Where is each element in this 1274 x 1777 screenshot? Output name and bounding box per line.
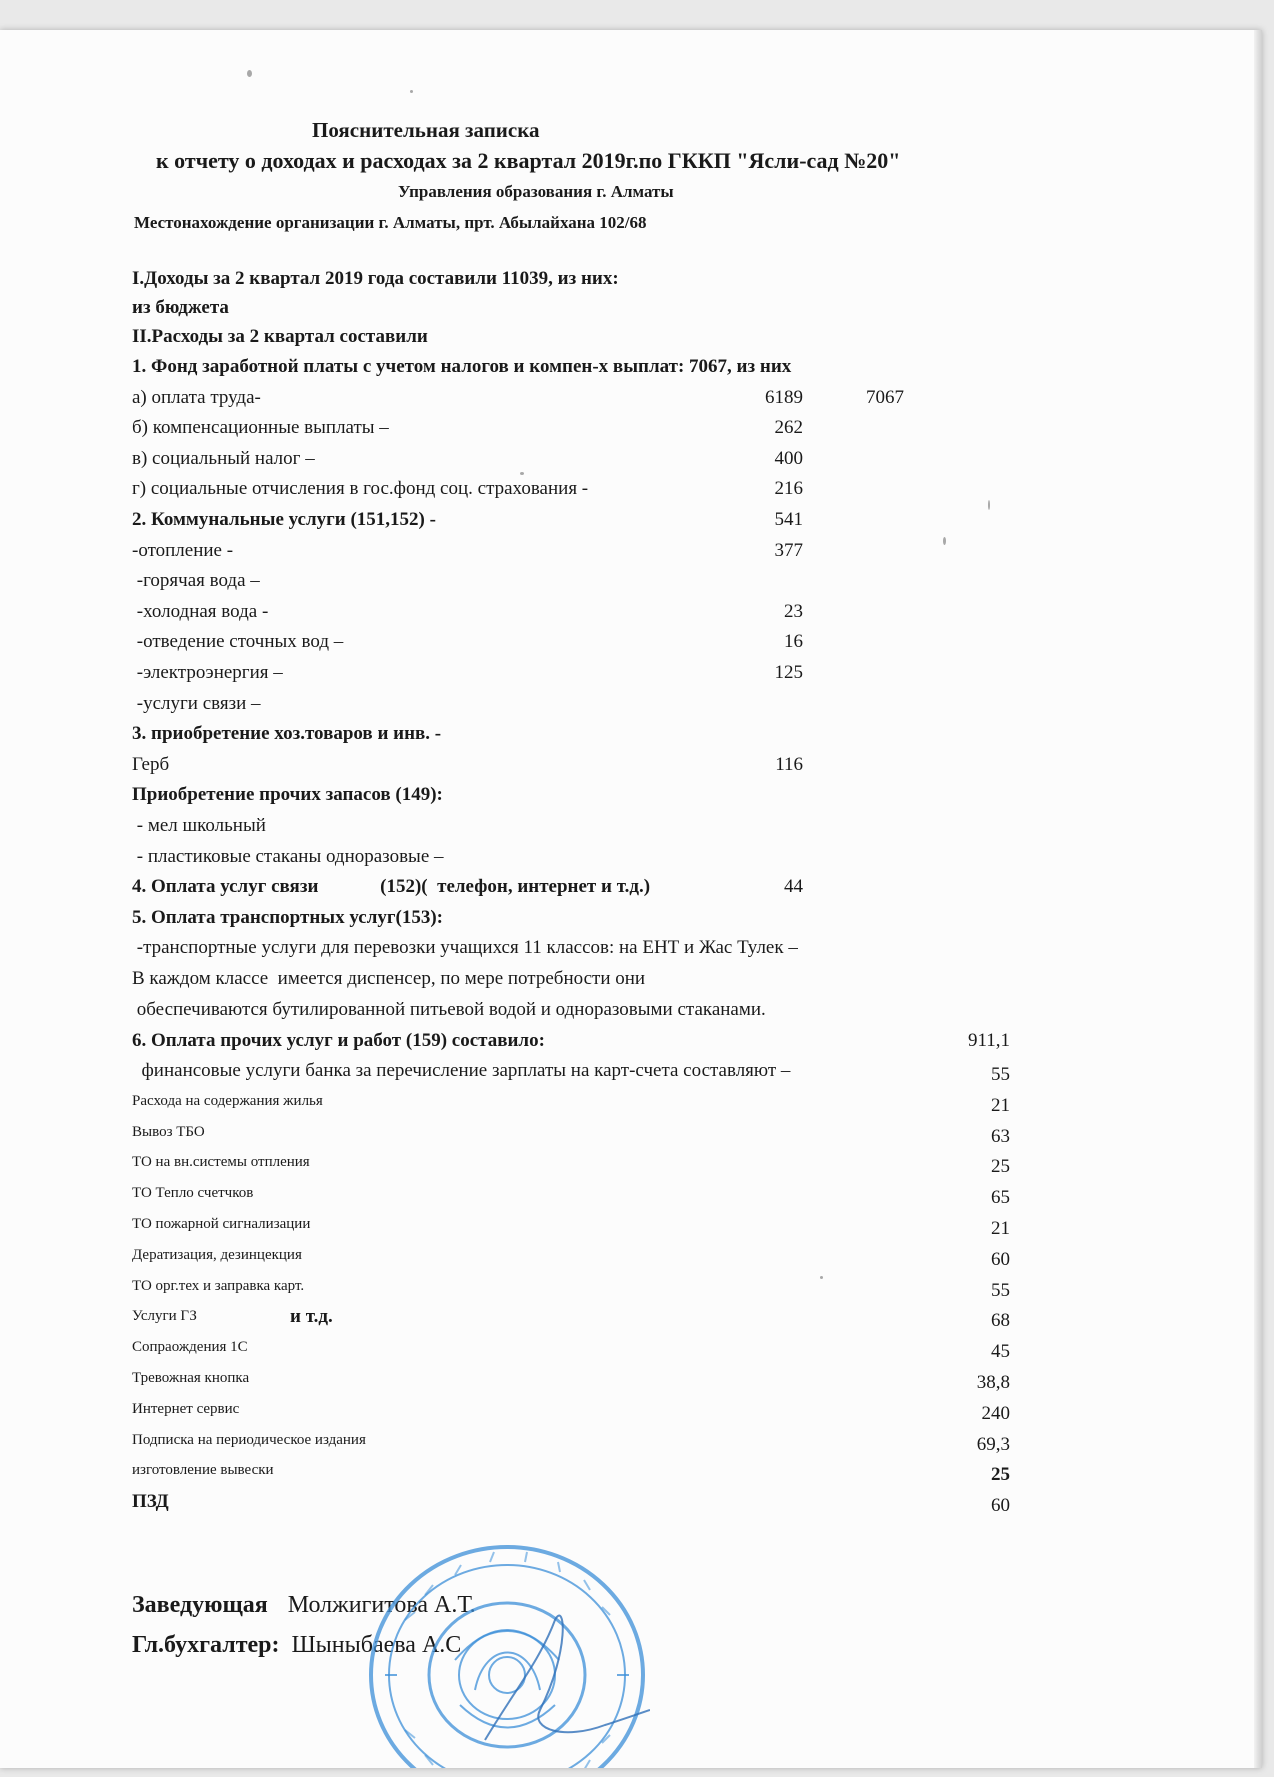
other-service-label: ТО орг.тех и заправка карт.: [132, 1277, 305, 1294]
other-service-label: Интернет сервис: [132, 1400, 240, 1417]
document-subtitle: к отчету о доходах и расходах за 2 квартал 2019г.по ГККП "Ясли-сад №20": [156, 148, 901, 173]
scan-speck: [247, 70, 252, 77]
other-service-label: ТО пожарной сигнализации: [132, 1216, 311, 1232]
income-line: I.Доходы за 2 квартал 2019 года составили 11039, из них:: [132, 268, 619, 289]
expense-row-value: 125: [774, 662, 803, 683]
other-service-value: 25: [991, 1156, 1010, 1178]
expense-row-label: 1. Фонд заработной платы с учетом налогов и компен-х выплат: 7067, из них: [132, 356, 792, 377]
accountant-title: Гл.бухгалтер:: [132, 1632, 280, 1658]
location-line: Местонахождение организации г. Алматы, прт. Абылайхана 102/68: [134, 213, 647, 232]
other-service-label: Дератизация, дезинцекция: [132, 1246, 302, 1263]
scan-speck: [943, 537, 946, 545]
other-service-label: Вывоз ТБО: [132, 1123, 205, 1140]
other-service-label: Тревожная кнопка: [132, 1370, 250, 1386]
expense-row-label: г) социальные отчисления в гос.фонд соц. страхования -: [132, 478, 589, 500]
other-service-value: 60: [991, 1495, 1010, 1517]
accountant-name: Шыныбаева А.С: [291, 1632, 462, 1658]
expense-row-label: - пластиковые стаканы одноразовые –: [132, 845, 444, 867]
expense-row-value: 23: [784, 600, 803, 622]
other-service-value: 38,8: [976, 1372, 1010, 1393]
expense-row-label: - мел школьный: [132, 815, 266, 836]
expense-row-label: в) социальный налог –: [132, 447, 315, 469]
expense-row-label: 2. Коммунальные услуги (151,152) -: [132, 509, 436, 530]
other-service-label: финансовые услуги банка за перечисление зарплаты на карт-счета составляют –: [132, 1060, 791, 1081]
department-line: Управления образования г. Алматы: [398, 182, 674, 201]
other-service-value: 21: [991, 1218, 1010, 1239]
document-title: Пояснительная записка: [312, 118, 540, 142]
other-service-value: 60: [991, 1248, 1010, 1270]
other-service-value: 55: [991, 1279, 1010, 1301]
document-page: [0, 30, 1262, 1768]
expense-row-label: -электроэнергия –: [132, 662, 283, 683]
other-service-value: 25: [991, 1464, 1010, 1486]
from-budget-line: из бюджета: [132, 297, 229, 318]
head-title: Заведующая: [132, 1592, 268, 1618]
expense-row-label: 5. Оплата транспортных услуг(153):: [132, 906, 443, 928]
expense-row-label: б) компенсационные выплаты –: [132, 417, 389, 439]
other-service-label: ТО на вн.системы отпления: [132, 1154, 310, 1171]
other-service-label: ПЗД: [132, 1491, 169, 1513]
other-service-value: 55: [991, 1064, 1010, 1085]
expense-row-label: В каждом классе имеется диспенсер, по мере потребности они: [132, 968, 646, 989]
expense-row-value: 262: [774, 417, 803, 439]
other-service-label-extra: и т.д.: [290, 1306, 333, 1328]
other-service-label: Расхода на содержания жилья: [132, 1092, 323, 1109]
other-service-label: изготовление вывески: [132, 1462, 274, 1479]
other-service-label: Услуги ГЗ: [132, 1308, 197, 1325]
expense-row-value: 541: [774, 509, 803, 530]
other-service-value: 68: [991, 1310, 1010, 1332]
other-service-value: 69,3: [976, 1433, 1010, 1455]
official-stamp-icon: [365, 1540, 650, 1768]
expense-row-label: а) оплата труда-: [132, 386, 261, 408]
other-service-value: 63: [991, 1125, 1010, 1147]
expenses-title: II.Расходы за 2 квартал составили: [132, 326, 428, 347]
scan-speck: [410, 90, 413, 93]
page-edge-shadow: [1254, 30, 1262, 1768]
expense-row-value: 44: [784, 876, 803, 898]
expense-row-label: 4. Оплата услуг связи (152)( телефон, интернет и т.д.): [132, 876, 651, 898]
other-service-label: Подписка на периодическое издания: [132, 1431, 366, 1448]
other-service-value: 45: [991, 1341, 1010, 1363]
expense-row-value: 6189: [765, 386, 803, 408]
other-service-label: ТО Тепло счетчков: [132, 1185, 254, 1202]
other-service-value: 240: [981, 1402, 1010, 1424]
other-service-label: Сопраождения 1С: [132, 1339, 248, 1356]
other-service-value: 65: [991, 1187, 1010, 1209]
other-services-title: 6. Оплата прочих услуг и работ (159) составило:: [132, 1030, 545, 1051]
expense-row-value: 377: [774, 539, 803, 561]
expense-row-label: Приобретение прочих запасов (149):: [132, 784, 443, 806]
scan-speck: [520, 472, 524, 475]
other-service-value: 21: [991, 1094, 1010, 1116]
scan-speck: [820, 1276, 823, 1279]
head-name: Молжигитова А.Т.: [287, 1592, 476, 1618]
expense-row-label: -отопление -: [132, 539, 234, 561]
expense-row-label: -горячая вода –: [132, 570, 260, 592]
expense-row-label: -транспортные услуги для перевозки учащихся 11 классов: на ЕНТ и Жас Тулек –: [132, 937, 798, 959]
expense-row-value: 116: [775, 753, 803, 775]
expense-row-label: 3. приобретение хоз.товаров и инв. -: [132, 723, 442, 745]
scan-speck: [988, 500, 990, 510]
expense-row-total: 7067: [866, 386, 904, 408]
expense-row-label: -холодная вода -: [132, 600, 269, 622]
expense-row-value: 16: [784, 631, 803, 653]
expense-row-label: Герб: [132, 753, 170, 775]
other-services-total: 911,1: [967, 1030, 1010, 1051]
expense-row-label: -услуги связи –: [132, 692, 261, 714]
expense-row-label: -отведение сточных вод –: [132, 631, 344, 653]
expense-row-label: обеспечиваются бутилированной питьевой водой и одноразовыми стаканами.: [132, 998, 766, 1020]
expense-row-value: 216: [774, 478, 803, 500]
expense-row-value: 400: [774, 447, 803, 469]
